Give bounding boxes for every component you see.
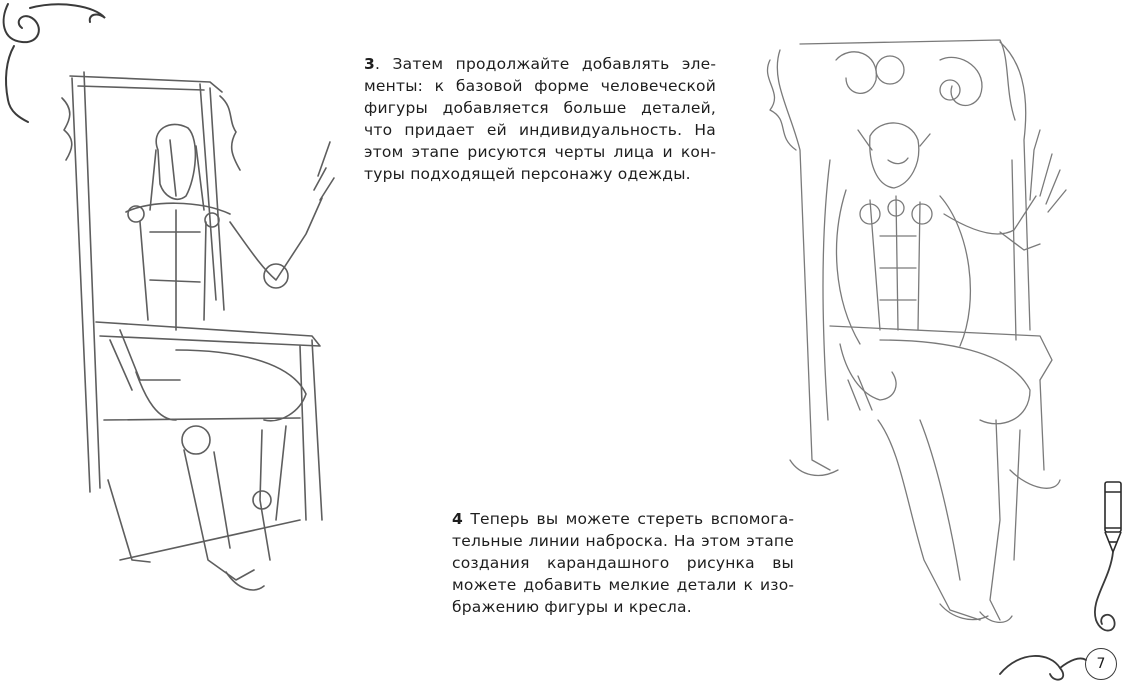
step4-number: 4 [452, 510, 463, 528]
step3-paragraph [364, 53, 716, 185]
page-number: 7 [1085, 648, 1117, 680]
step4-text: Теперь вы можете стереть вспомогательные линии наброска. На этом этапе создания карандашного рисунка вы можете добавить мелкие детали к изображению фигуры и кресла. [452, 510, 794, 616]
step3-text: . Затем продолжайте добавлять элементы: к базовой форме человеческой фигуры добавляется больше деталей, что придает ей индивидуальность. На этом этапе рисуются черты лица и контуры подходящей персонажу одежды. [364, 55, 716, 183]
step3-number: 3 [364, 55, 375, 73]
step4-paragraph [452, 508, 794, 618]
